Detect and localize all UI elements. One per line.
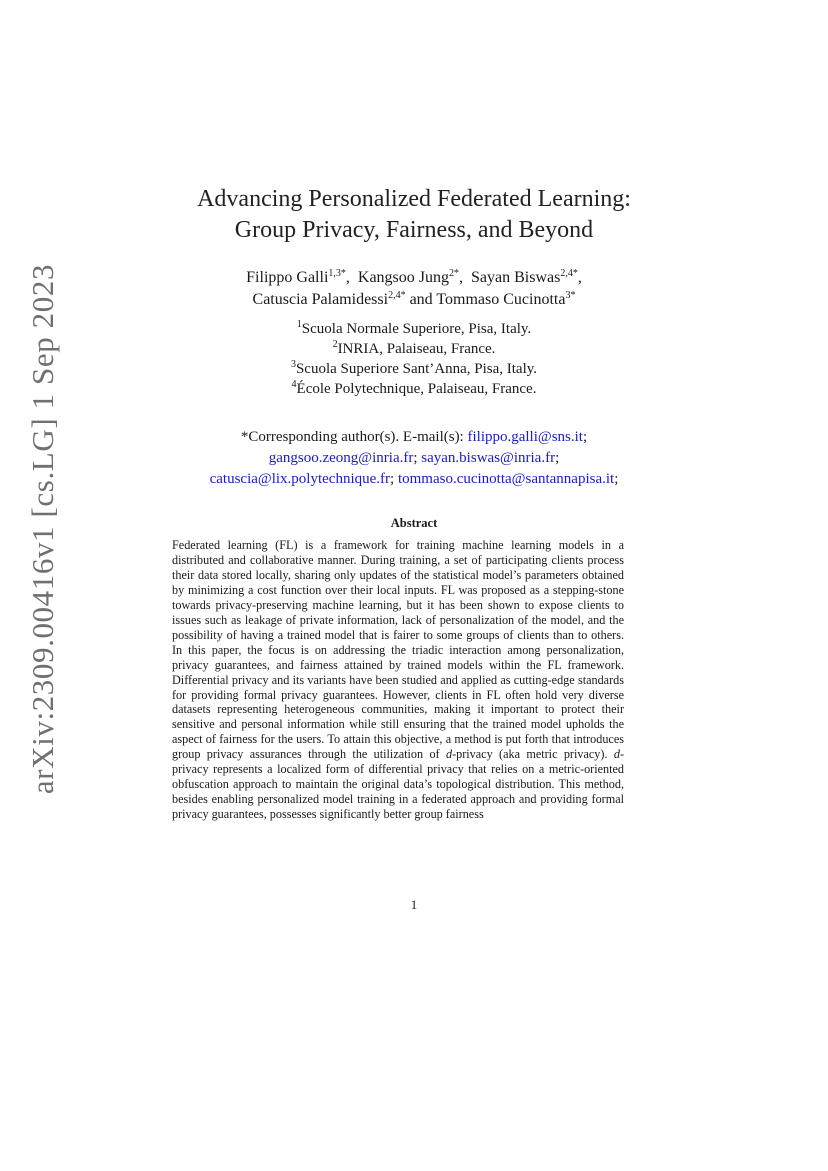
correspondence-prefix: *Corresponding author(s). E-mail(s): bbox=[240, 429, 468, 445]
affiliation-item bbox=[0, 379, 828, 399]
affiliation-text: INRIA, Palaiseau, France. bbox=[337, 341, 496, 357]
affiliation-number: 3 bbox=[290, 359, 296, 370]
email-link[interactable]: catuscia@lix.polytechnique.fr bbox=[209, 471, 391, 487]
affiliation-list bbox=[0, 319, 828, 399]
author-separator: , bbox=[577, 269, 582, 286]
author-list bbox=[0, 267, 828, 311]
email-separator: ; bbox=[413, 450, 422, 466]
author-name: Catuscia Palamidessi bbox=[252, 291, 389, 308]
abstract-body bbox=[172, 538, 624, 822]
author-affiliation-mark: 2* bbox=[449, 268, 459, 279]
email-separator: ; bbox=[390, 471, 398, 487]
affiliation-text: École Polytechnique, Palaiseau, France. bbox=[296, 381, 537, 397]
affiliation-number: 4 bbox=[291, 379, 297, 390]
author-separator: , bbox=[345, 269, 358, 286]
author-separator: , bbox=[459, 269, 471, 286]
email-separator: ; bbox=[614, 471, 619, 487]
abstract-text: -privacy (aka metric privacy). bbox=[452, 747, 614, 762]
abstract-heading: Abstract bbox=[390, 516, 438, 530]
email-link[interactable]: sayan.biswas@inria.fr bbox=[421, 450, 556, 466]
title-line-1: Advancing Personalized Federated Learning: bbox=[197, 186, 631, 212]
author-name: Kangsoo Jung bbox=[357, 269, 449, 286]
paper-title bbox=[0, 184, 828, 246]
abstract-text: -privacy represents a localized form of differential privacy that relies on a metric-oriented obfuscation approach to maintain the original data’s topological distribution. This method, besides enabling personalized model training in a federated approach and providing formal privacy guarantees, possesses significantly better group fairness bbox=[172, 747, 624, 822]
affiliation-item bbox=[0, 339, 828, 359]
affiliation-number: 1 bbox=[296, 319, 302, 330]
email-link[interactable]: filippo.galli@sns.it bbox=[467, 429, 583, 445]
author-name: Filippo Galli bbox=[246, 269, 329, 286]
email-separator: ; bbox=[582, 429, 588, 445]
affiliation-item bbox=[0, 319, 828, 339]
email-link[interactable]: tommaso.cucinotta@santannapisa.it bbox=[397, 471, 615, 487]
author-line-2 bbox=[0, 289, 828, 311]
correspondence-line-1 bbox=[0, 427, 828, 448]
author-separator: and bbox=[405, 291, 437, 308]
email-link[interactable]: gangsoo.zeong@inria.fr bbox=[268, 450, 414, 466]
correspondence-line-3 bbox=[0, 469, 828, 490]
title-line-2: Group Privacy, Fairness, and Beyond bbox=[234, 217, 594, 243]
author-name: Tommaso Cucinotta bbox=[436, 291, 566, 308]
affiliation-number: 2 bbox=[332, 339, 338, 350]
abstract-math: d bbox=[613, 747, 620, 762]
arxiv-sidebar bbox=[0, 0, 80, 1171]
author-name: Sayan Biswas bbox=[471, 269, 561, 286]
page-number: 1 bbox=[410, 897, 418, 912]
affiliation-text: Scuola Superiore Sant’Anna, Pisa, Italy. bbox=[295, 361, 538, 377]
affiliation-text: Scuola Normale Superiore, Pisa, Italy. bbox=[301, 321, 532, 337]
author-line-1 bbox=[0, 267, 828, 289]
author-affiliation-mark: 1,3* bbox=[328, 268, 346, 279]
author-affiliation-mark: 2,4* bbox=[560, 268, 578, 279]
author-affiliation-mark: 3* bbox=[565, 290, 576, 301]
arxiv-identifier: arXiv:2309.00416v1 [cs.LG] 1 Sep 2023 bbox=[25, 263, 60, 795]
abstract-math: d bbox=[445, 747, 453, 762]
author-affiliation-mark: 2,4* bbox=[388, 290, 406, 301]
abstract-text: Federated learning (FL) is a framework for training machine learning models in a distributed and collaborative manner. During training, a set of participating clients process their data stored locally, sharing only updates of the statistical model’s parameters obtained by minimizing a cost function over their local inputs. FL was proposed as a stepping-stone towards privacy-preserving machine learning, but it has been shown to expose clients to issues such as leakage of private information, lack of personalization of the model, and the possibility of having a trained model that is fairer to some groups of clients than to others. In this paper, the focus is on addressing the triadic interaction among personalization, privacy guarantees, and fairness attained by trained models within the FL framework. Differential privacy and its variants have been studied and applied as cutting-edge standards for providing formal privacy guarantees. However, clients in FL often hold very diverse datasets representing heterogeneous communities, making it important to protect their sensitive and personal information while still ensuring that the trained model upholds the aspect of fairness for the users. To attain this objective, a method is put forth that introduces group privacy assurances through the utilization of bbox=[172, 538, 624, 762]
correspondence-line-2 bbox=[0, 448, 828, 469]
correspondence-block bbox=[0, 427, 828, 490]
affiliation-item bbox=[0, 359, 828, 379]
email-separator: ; bbox=[555, 450, 560, 466]
